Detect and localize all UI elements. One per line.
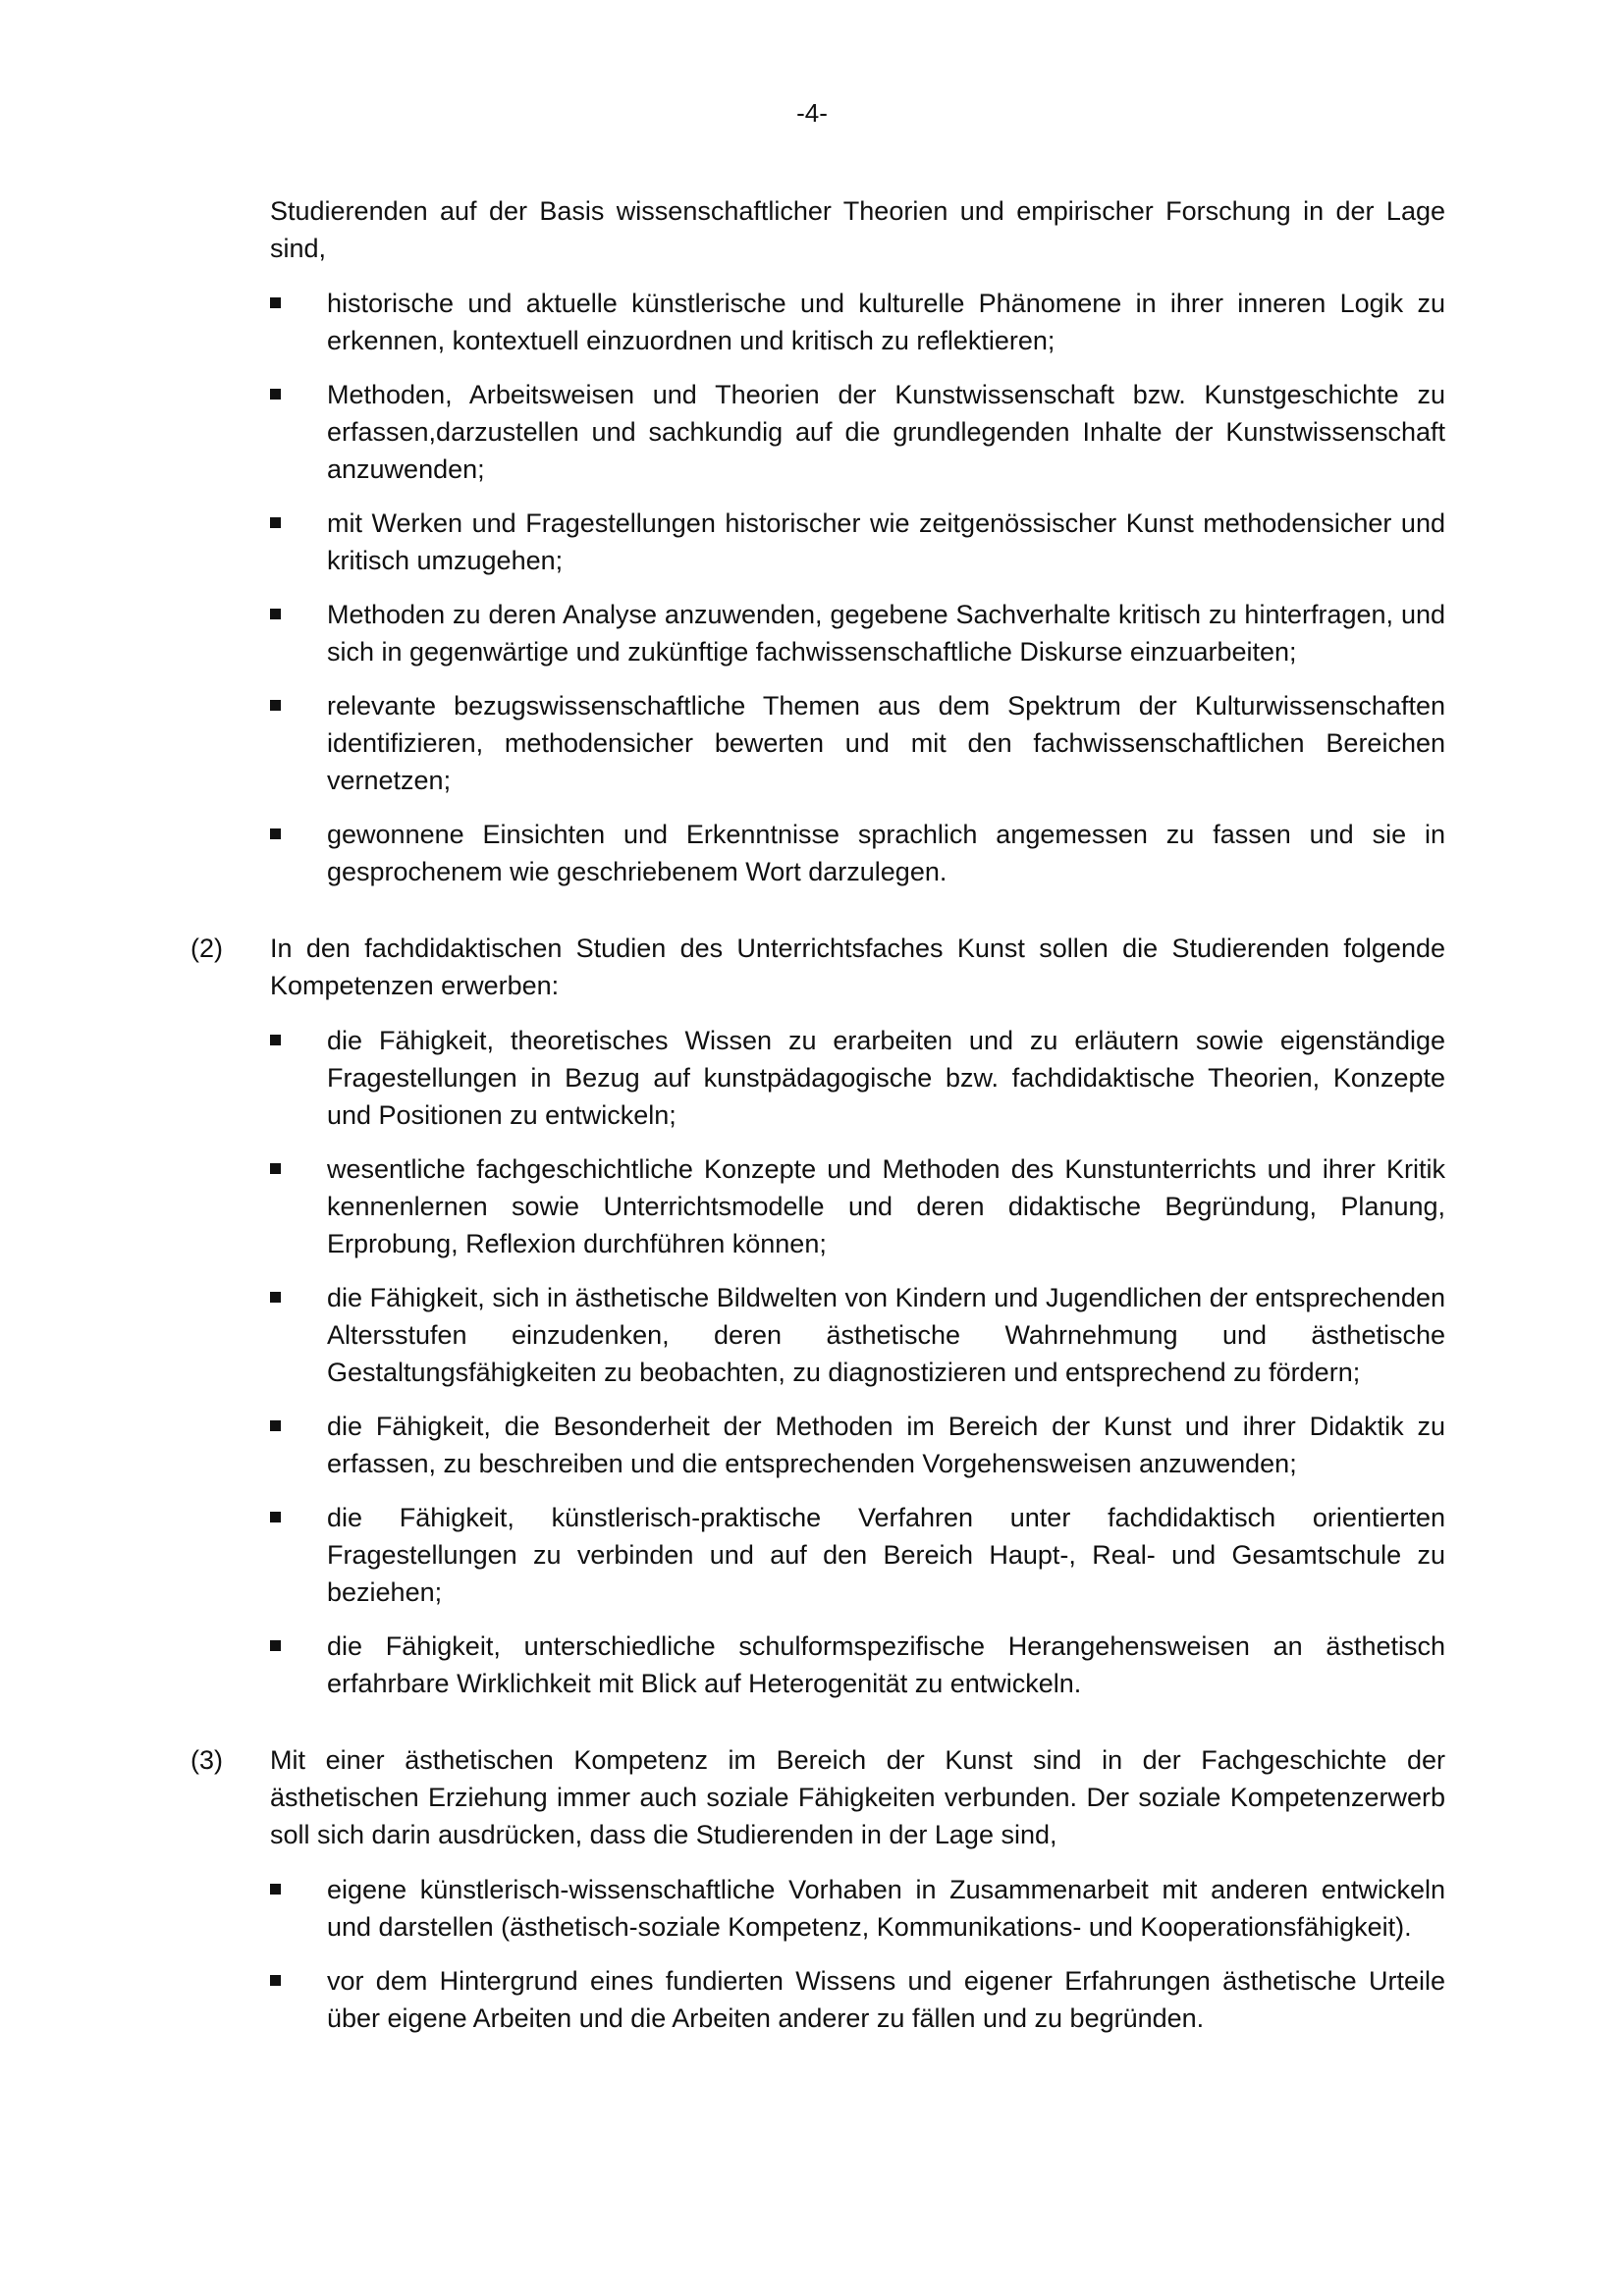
section-number: (3) [190, 1745, 223, 1775]
intro-bullet-list [270, 285, 1445, 890]
list-item-text: wesentliche fachgeschichtliche Konzepte und Methoden des Kunstunterrichts und ihrer Kritik kennenlernen sowie Unterrichtsmodelle und deren didaktische Begründung, Planung, Erprobung, Reflexion durchführen können; [327, 1154, 1445, 1258]
list-item [270, 596, 1445, 670]
square-bullet-icon [270, 609, 281, 619]
list-item [270, 1279, 1445, 1391]
square-bullet-icon [270, 1640, 281, 1651]
page-number: -4- [796, 98, 828, 128]
list-item [270, 1022, 1445, 1134]
list-item-text: die Fähigkeit, theoretisches Wissen zu erarbeiten und zu erläutern sowie eigenständige Fragestellungen in Bezug auf kunstpädagogische bzw. fachdidaktische Theorien, Konzepte und Positionen zu entwickeln; [327, 1026, 1445, 1130]
square-bullet-icon [270, 1975, 281, 1986]
document-body [190, 192, 1445, 2054]
list-item-text: vor dem Hintergrund eines fundierten Wissens und eigener Erfahrungen ästhetische Urteile über eigene Arbeiten und die Arbeiten anderer zu fällen und zu begründen. [327, 1966, 1445, 2033]
section-2-bullet-list [270, 1022, 1445, 1702]
section-3 [190, 1741, 1445, 2037]
section-paragraph: In den fachdidaktischen Studien des Unterrichtsfaches Kunst sollen die Studierenden folgende Kompetenzen erwerben: [270, 934, 1445, 1000]
list-item [270, 1408, 1445, 1482]
list-item [270, 1962, 1445, 2037]
square-bullet-icon [270, 517, 281, 528]
section-3-bullet-list [270, 1871, 1445, 2037]
list-item-text: die Fähigkeit, künstlerisch-praktische Verfahren unter fachdidaktisch orientierten Fragestellungen zu verbinden und auf den Bereich Haupt-, Real- und Gesamtschule zu beziehen; [327, 1503, 1445, 1607]
list-item-text: historische und aktuelle künstlerische und kulturelle Phänomene in ihrer inneren Logik zu erkennen, kontextuell einzuordnen und kritisch zu reflektieren; [327, 289, 1445, 355]
list-item [270, 1871, 1445, 1946]
square-bullet-icon [270, 1884, 281, 1895]
square-bullet-icon [270, 1035, 281, 1045]
list-item [270, 505, 1445, 579]
list-item [270, 687, 1445, 799]
list-item-text: die Fähigkeit, die Besonderheit der Methoden im Bereich der Kunst und ihrer Didaktik zu erfassen, zu beschreiben und die entsprechenden Vorgehensweisen anzuwenden; [327, 1412, 1445, 1478]
list-item-text: relevante bezugswissenschaftliche Themen aus dem Spektrum der Kulturwissenschaften identifizieren, methodensicher bewerten und mit den fachwissenschaftlichen Bereichen vernetzen; [327, 691, 1445, 795]
square-bullet-icon [270, 389, 281, 400]
list-item-text: Methoden zu deren Analyse anzuwenden, gegebene Sachverhalte kritisch zu hinterfragen, und sich in gegenwärtige und zukünftige fachwissenschaftliche Diskurse einzuarbeiten; [327, 600, 1445, 667]
list-item [270, 1150, 1445, 1262]
list-item [270, 285, 1445, 359]
list-item [270, 816, 1445, 890]
section-paragraph: Mit einer ästhetischen Kompetenz im Bereich der Kunst sind in der Fachgeschichte der ästhetischen Erziehung immer auch soziale Fähigkeiten verbunden. Der soziale Kompetenzerwerb soll sich darin ausdrücken, dass die Studierenden in der Lage sind, [270, 1745, 1445, 1849]
list-item-text: gewonnene Einsichten und Erkenntnisse sprachlich angemessen zu fassen und sie in gesprochenem wie geschriebenem Wort darzulegen. [327, 820, 1445, 886]
square-bullet-icon [270, 297, 281, 308]
list-item-text: eigene künstlerisch-wissenschaftliche Vorhaben in Zusammenarbeit mit anderen entwickeln und darstellen (ästhetisch-soziale Kompetenz, Kommunikations- und Kooperationsfähigkeit). [327, 1875, 1445, 1942]
square-bullet-icon [270, 1420, 281, 1431]
list-item-text: mit Werken und Fragestellungen historischer wie zeitgenössischer Kunst methodensicher und kritisch umzugehen; [327, 508, 1445, 575]
list-item [270, 376, 1445, 488]
intro-paragraph: Studierenden auf der Basis wissenschaftlicher Theorien und empirischer Forschung in der Lage sind, [270, 196, 1445, 263]
square-bullet-icon [270, 828, 281, 839]
square-bullet-icon [270, 1292, 281, 1303]
section-number: (2) [190, 934, 223, 963]
list-item-text: die Fähigkeit, unterschiedliche schulformspezifische Herangehensweisen an ästhetisch erfahrbare Wirklichkeit mit Blick auf Heterogenität zu entwickeln. [327, 1631, 1445, 1698]
square-bullet-icon [270, 1512, 281, 1522]
list-item [270, 1499, 1445, 1611]
list-item-text: die Fähigkeit, sich in ästhetische Bildwelten von Kindern und Jugendlichen der entsprechenden Altersstufen einzudenken, deren ästhetische Wahrnehmung und ästhetische Gestaltungsfähigkeiten zu beobachten, zu diagnostizieren und entsprechend zu fördern; [327, 1283, 1445, 1387]
section-2 [190, 930, 1445, 1702]
list-item [270, 1628, 1445, 1702]
square-bullet-icon [270, 700, 281, 711]
list-item-text: Methoden, Arbeitsweisen und Theorien der Kunstwissenschaft bzw. Kunstgeschichte zu erfassen,darzustellen und sachkundig auf die grundlegenden Inhalte der Kunstwissenschaft anzuwenden; [327, 380, 1445, 484]
square-bullet-icon [270, 1163, 281, 1174]
